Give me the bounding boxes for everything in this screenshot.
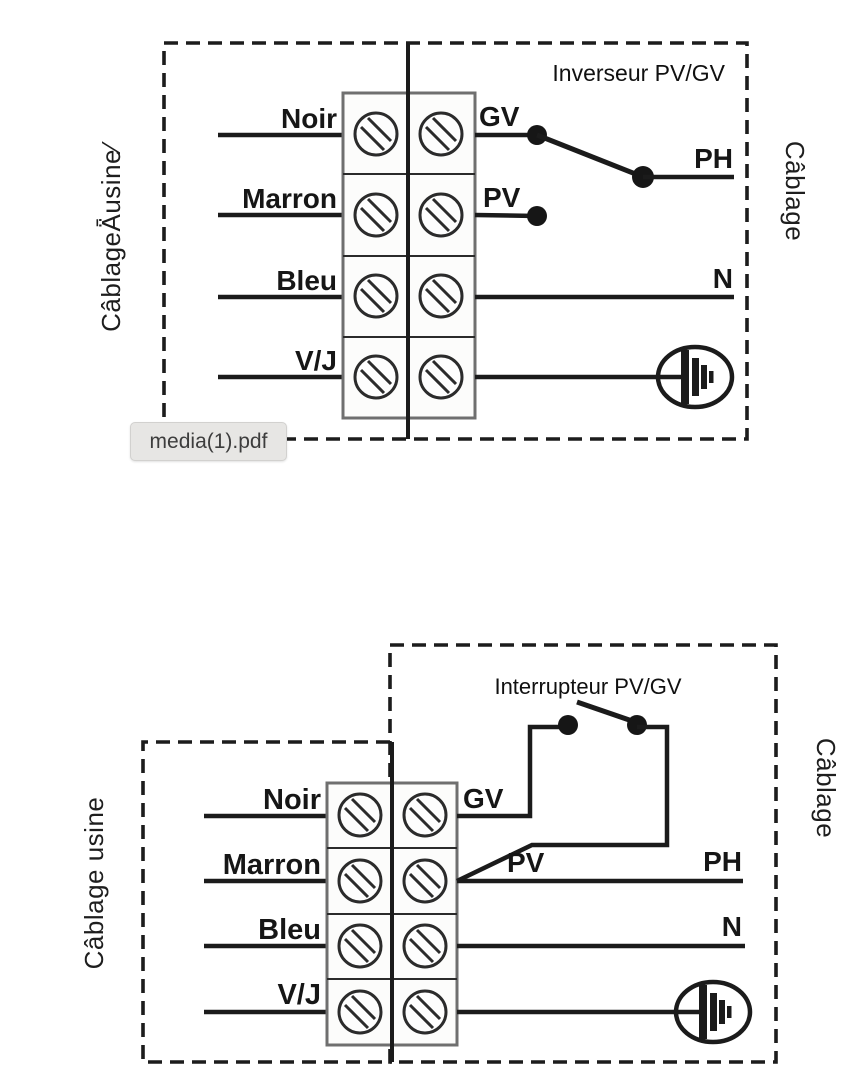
wire-label-bleu: Bleu	[258, 914, 321, 946]
screw-terminal-icon	[339, 860, 381, 902]
side-label-left: Câblage usine	[79, 796, 109, 970]
wire-label-vj: V/J	[277, 979, 321, 1011]
wire-label-noir: Noir	[281, 103, 337, 134]
terminal-label-pv: PV	[483, 182, 521, 213]
wire-label-marron: Marron	[222, 849, 321, 881]
terminal-label-ph: PH	[694, 143, 733, 174]
diagram-inverseur	[96, 43, 810, 439]
screw-terminal-icon	[339, 794, 381, 836]
screw-terminal-icon	[420, 194, 462, 236]
screw-terminal-icon	[404, 860, 446, 902]
wire-label-marron: Marron	[242, 183, 337, 214]
screw-terminal-icon	[404, 925, 446, 967]
filename-tooltip: media(1).pdf	[130, 422, 287, 461]
screw-terminal-icon	[339, 991, 381, 1033]
screw-terminal-icon	[420, 356, 462, 398]
switch-lever	[537, 135, 643, 177]
screw-terminal-icon	[404, 794, 446, 836]
diagram-title: Inverseur PV/GV	[552, 60, 725, 86]
screw-terminal-icon	[420, 275, 462, 317]
screw-terminal-icon	[404, 991, 446, 1033]
screw-terminal-icon	[420, 113, 462, 155]
screw-terminal-icon	[355, 356, 397, 398]
ground-icon	[658, 347, 732, 407]
contact-dot-left	[558, 715, 578, 735]
screw-terminal-icon	[339, 925, 381, 967]
terminal-label-gv: GV	[479, 101, 520, 132]
screw-terminal-icon	[355, 275, 397, 317]
contact-dot-pv	[527, 206, 547, 226]
terminal-label-n: N	[712, 263, 733, 294]
terminal-label-pv: PV	[507, 847, 545, 878]
ground-icon	[676, 982, 750, 1042]
terminal-label-ph: PH	[703, 846, 742, 877]
terminal-label-gv: GV	[463, 783, 504, 814]
wire-label-bleu: Bleu	[276, 265, 337, 296]
side-label-right: Câblage	[780, 140, 810, 242]
wire-label-vj: V/J	[294, 345, 337, 376]
screw-terminal-icon	[355, 194, 397, 236]
wire-label-noir: Noir	[263, 784, 321, 816]
diagram-title: Interrupteur PV/GV	[494, 674, 682, 699]
screw-terminal-icon	[355, 113, 397, 155]
diagram-interrupteur	[79, 645, 841, 1062]
side-label-left: CâblageǞusine⁄	[96, 144, 126, 332]
terminal-label-n: N	[721, 911, 742, 942]
side-label-right: Câblage	[811, 737, 841, 839]
